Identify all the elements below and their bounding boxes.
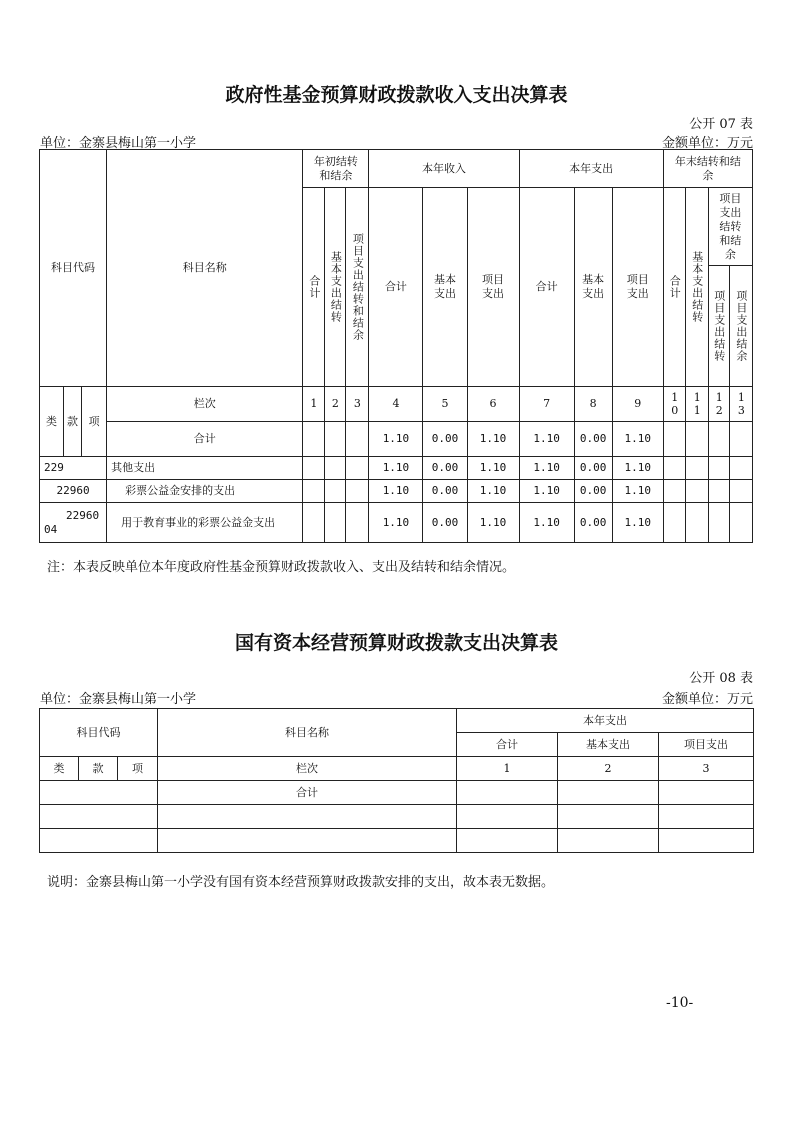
header-kuan: 款 bbox=[64, 387, 82, 457]
col-num-3: 3 bbox=[346, 387, 369, 422]
row1-v7: 1.10 bbox=[519, 457, 574, 480]
col-num-10-cell bbox=[663, 387, 685, 422]
header-end-project-surplus-label: 项目支出结余 bbox=[734, 290, 748, 362]
doc1-table-number: 公开 07 表 bbox=[689, 117, 753, 132]
row2-v7: 1.10 bbox=[519, 480, 574, 503]
t2-col-num-3: 3 bbox=[659, 757, 754, 781]
header-end-total-label: 合计 bbox=[668, 275, 682, 299]
t2-total-row bbox=[40, 781, 754, 805]
header-income-basic bbox=[423, 188, 467, 387]
header-income: 本年收入 bbox=[369, 150, 519, 188]
row2-name: 彩票公益金安排的支出 bbox=[107, 480, 303, 503]
row3-v8: 0.00 bbox=[574, 503, 612, 543]
t2-header-kuan: 款 bbox=[79, 757, 118, 781]
header-end-balance bbox=[663, 150, 752, 188]
t2-header-basic: 基本支出 bbox=[558, 733, 659, 757]
header-begin-basic bbox=[325, 188, 346, 387]
t2-header-lei: 类 bbox=[40, 757, 79, 781]
header-end-basic bbox=[685, 188, 708, 387]
doc2-table-number: 公开 08 表 bbox=[689, 671, 753, 686]
total-v6: 1.10 bbox=[467, 422, 519, 457]
doc1-amount-unit: 金额单位：万元 bbox=[661, 136, 753, 151]
row2-v6: 1.10 bbox=[467, 480, 519, 503]
row1-v4: 1.10 bbox=[369, 457, 423, 480]
header-begin-basic-label: 基本支出结转 bbox=[329, 251, 343, 323]
doc2-unit: 单位：金寨县梅山第一小学 bbox=[40, 692, 197, 707]
total-row-label: 合计 bbox=[107, 422, 303, 457]
doc2-note: 说明：金寨县梅山第一小学没有国有资本经营预算财政拨款安排的支出，故本表无数据。 bbox=[47, 875, 555, 890]
header-end-project-carry-label: 项目支出结转 bbox=[712, 290, 726, 362]
doc1-table bbox=[39, 149, 753, 543]
col-num-11-cell bbox=[685, 387, 708, 422]
row1-v9: 1.10 bbox=[612, 457, 663, 480]
table-row bbox=[40, 805, 754, 829]
row3-v7: 1.10 bbox=[519, 503, 574, 543]
row3-v9: 1.10 bbox=[612, 503, 663, 543]
col-num-10: 10 bbox=[668, 391, 682, 417]
col-num-7: 7 bbox=[519, 387, 574, 422]
row2-v4: 1.10 bbox=[369, 480, 423, 503]
header-income-project-label: 项目支出 bbox=[482, 273, 505, 300]
page-number: -10- bbox=[666, 995, 694, 1011]
table-row bbox=[40, 457, 753, 480]
t2-col-num-1: 1 bbox=[457, 757, 558, 781]
header-end-project-label: 项目支出结转和结余 bbox=[719, 191, 742, 261]
t2-header-name: 科目名称 bbox=[158, 709, 457, 757]
header-income-project bbox=[467, 188, 519, 387]
row3-name: 用于教育事业的彩票公益金支出 bbox=[107, 503, 303, 543]
t2-col-num-2: 2 bbox=[558, 757, 659, 781]
header-end-project-surplus bbox=[729, 266, 752, 387]
lanci-label: 栏次 bbox=[107, 387, 303, 422]
row2-v5: 0.00 bbox=[423, 480, 467, 503]
header-begin-project bbox=[346, 188, 369, 387]
header-expense: 本年支出 bbox=[519, 150, 663, 188]
header-expense-project-label: 项目支出 bbox=[626, 273, 649, 300]
header-end-balance-label: 年末结转和结余 bbox=[674, 154, 741, 182]
row1-v8: 0.00 bbox=[574, 457, 612, 480]
header-income-basic-label: 基本支出 bbox=[433, 273, 456, 300]
row2-v8: 0.00 bbox=[574, 480, 612, 503]
row3-code-a: 22960 bbox=[66, 508, 100, 522]
total-v8: 0.00 bbox=[574, 422, 612, 457]
table-row bbox=[40, 503, 753, 543]
col-num-13: 13 bbox=[734, 391, 748, 417]
row1-v6: 1.10 bbox=[467, 457, 519, 480]
doc1-note: 注：本表反映单位本年度政府性基金预算财政拨款收入、支出及结转和结余情况。 bbox=[47, 560, 516, 575]
header-begin-balance bbox=[303, 150, 369, 188]
col-num-2: 2 bbox=[325, 387, 346, 422]
row1-v5: 0.00 bbox=[423, 457, 467, 480]
doc1-unit: 单位：金寨县梅山第一小学 bbox=[40, 136, 197, 151]
doc1-title: 政府性基金预算财政拨款收入支出决算表 bbox=[225, 84, 568, 106]
header-end-project-carry bbox=[708, 266, 729, 387]
t2-header-code: 科目代码 bbox=[40, 709, 158, 757]
col-num-4: 4 bbox=[369, 387, 423, 422]
row1-name: 其他支出 bbox=[107, 457, 303, 480]
row3-v6: 1.10 bbox=[467, 503, 519, 543]
t2-total-label: 合计 bbox=[158, 781, 457, 805]
row3-v5: 0.00 bbox=[423, 503, 467, 543]
header-begin-total-label: 合计 bbox=[307, 275, 321, 299]
header-end-total bbox=[663, 188, 685, 387]
header-end-project bbox=[708, 188, 752, 266]
t2-header-project: 项目支出 bbox=[659, 733, 754, 757]
col-num-6: 6 bbox=[467, 387, 519, 422]
header-expense-basic bbox=[574, 188, 612, 387]
row2-v9: 1.10 bbox=[612, 480, 663, 503]
header-expense-total: 合计 bbox=[519, 188, 574, 387]
t2-lanci-label: 栏次 bbox=[158, 757, 457, 781]
header-income-total: 合计 bbox=[369, 188, 423, 387]
total-v9: 1.10 bbox=[612, 422, 663, 457]
header-begin-total bbox=[303, 188, 325, 387]
t2-header-xiang: 项 bbox=[118, 757, 158, 781]
total-v7: 1.10 bbox=[519, 422, 574, 457]
col-num-9: 9 bbox=[612, 387, 663, 422]
row1-code: 229 bbox=[40, 457, 107, 480]
t2-header-total: 合计 bbox=[457, 733, 558, 757]
header-lei: 类 bbox=[40, 387, 64, 457]
total-v5: 0.00 bbox=[423, 422, 467, 457]
header-xiang: 项 bbox=[82, 387, 107, 457]
header-begin-balance-label: 年初结转和结余 bbox=[313, 154, 358, 182]
col-num-1: 1 bbox=[303, 387, 325, 422]
total-row bbox=[40, 422, 753, 457]
doc2-table bbox=[39, 708, 754, 853]
col-num-8: 8 bbox=[574, 387, 612, 422]
header-expense-project bbox=[612, 188, 663, 387]
doc2-amount-unit: 金额单位：万元 bbox=[661, 692, 753, 707]
col-num-12: 12 bbox=[712, 391, 726, 417]
header-end-basic-label: 基本支出结转 bbox=[690, 251, 704, 323]
header-code: 科目代码 bbox=[40, 150, 107, 387]
col-num-12-cell bbox=[708, 387, 729, 422]
doc2-title: 国有资本经营预算财政拨款支出决算表 bbox=[234, 632, 558, 654]
header-name: 科目名称 bbox=[107, 150, 303, 387]
row3-code bbox=[40, 503, 107, 543]
header-begin-project-label: 项目支出结转和结余 bbox=[351, 233, 365, 341]
header-expense-basic-label: 基本支出 bbox=[582, 273, 605, 300]
row3-v4: 1.10 bbox=[369, 503, 423, 543]
col-num-5: 5 bbox=[423, 387, 467, 422]
table-row bbox=[40, 480, 753, 503]
row2-code: 22960 bbox=[40, 480, 107, 503]
t2-header-expense: 本年支出 bbox=[457, 709, 754, 733]
table-row bbox=[40, 829, 754, 853]
total-v4: 1.10 bbox=[369, 422, 423, 457]
col-num-11: 11 bbox=[690, 391, 704, 417]
row3-code-b: 04 bbox=[44, 522, 58, 536]
col-num-13-cell bbox=[729, 387, 752, 422]
